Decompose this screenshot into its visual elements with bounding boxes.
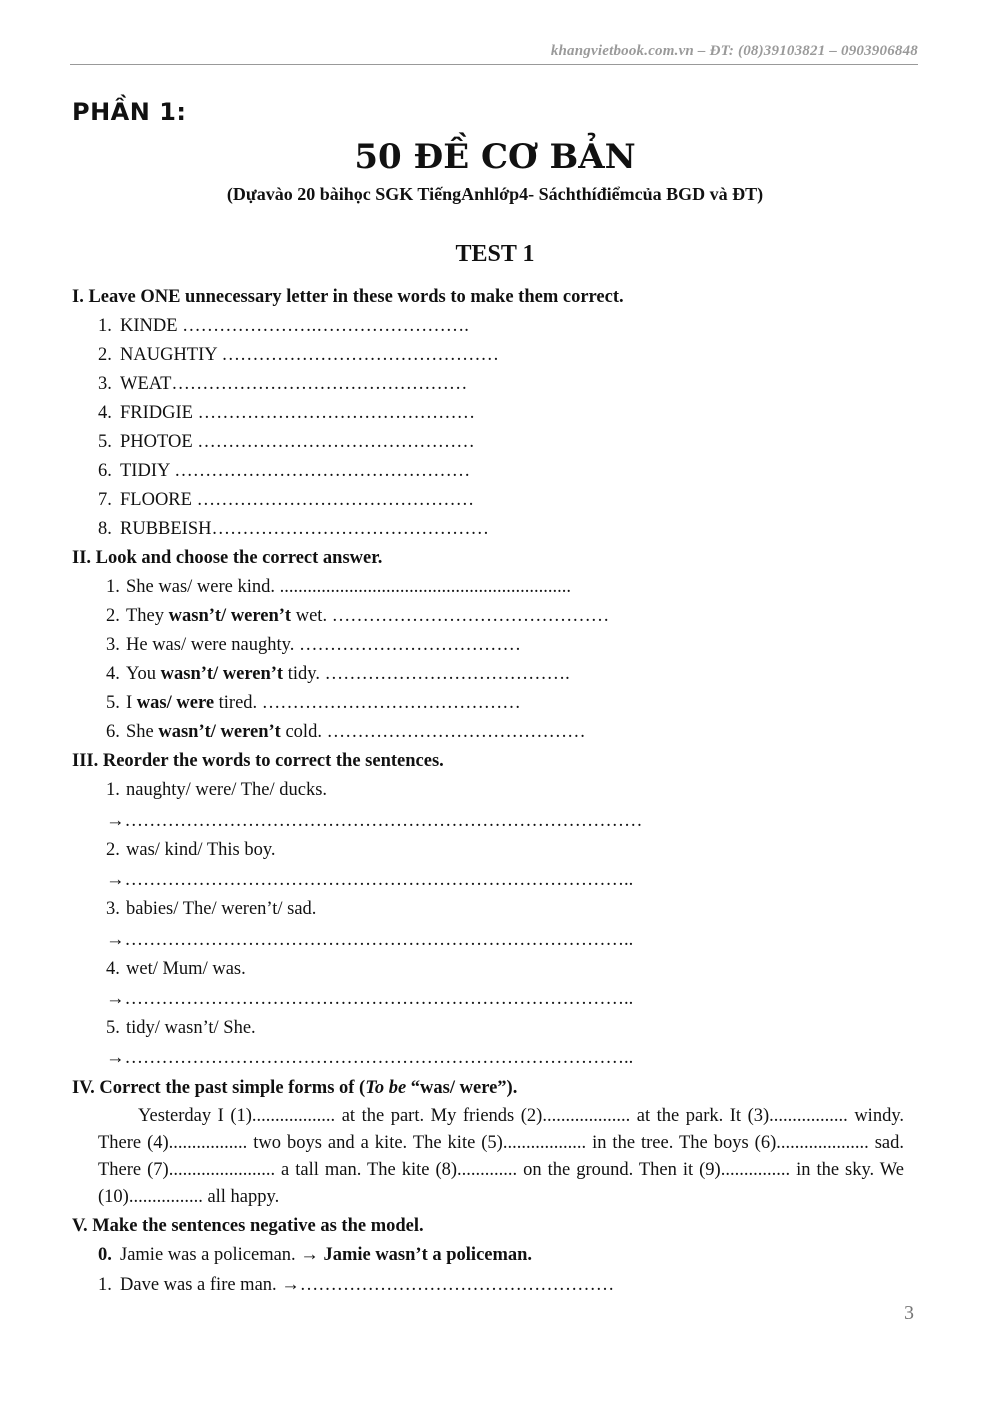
section-4-title: IV. Correct the past simple forms of (To be “was/ were”).	[72, 1078, 518, 1098]
list-item: 6. She wasn’t/ weren’t cold. ……………………………………	[106, 722, 586, 742]
list-item: 1. naughty/ were/ The/ ducks.	[106, 780, 328, 800]
answer-line: →………………………………………………………………………..	[106, 1048, 634, 1068]
part-label: PHẦN 1:	[72, 98, 187, 126]
list-item: 2. They wasn’t/ weren’t wet. ………………………………………	[106, 606, 610, 626]
list-item: 6. TIDIY …………………………………………	[98, 461, 471, 481]
list-item: 4. FRIDGIE ………………………………………	[98, 403, 476, 423]
section-3-title: III. Reorder the words to correct the sentences.	[72, 751, 444, 771]
list-item: 3. WEAT…………………………………………	[98, 374, 468, 394]
list-item: 7. FLOORE ………………………………………	[98, 490, 475, 510]
list-item: 5. PHOTOE ………………………………………	[98, 432, 475, 452]
list-item: 1. KINDE ………………….…………………….	[98, 316, 469, 336]
list-item: 5. tidy/ wasn’t/ She.	[106, 1018, 256, 1038]
answer-line: →…………………………………………………………………………	[106, 811, 643, 831]
list-item: 8. RUBBEISH………………………………………	[98, 519, 489, 539]
answer-line: →………………………………………………………………………..	[106, 930, 634, 950]
page-header	[70, 42, 918, 65]
list-item: 3. He was/ were naughty. ………………………………	[106, 635, 521, 655]
cloze-paragraph: Yesterday I (1).................. at the part. My friends (2)................... at the park. It (3)................. windy. There (4)................. two boys and a kite. The kite (5).................. in the tree. The boys (6).................... sad. There (7)....................... a tall man. The kite (8)............. on the ground. Then it (9)............... in the sky. We (10)................ all happy.	[98, 1106, 904, 1207]
section-1-title: I. Leave ONE unnecessary letter in these words to make them correct.	[72, 287, 624, 307]
list-item: 1. Dave was a fire man. →……………………………………………	[98, 1275, 615, 1295]
list-item: 2. was/ kind/ This boy.	[106, 840, 276, 860]
list-item: 4. wet/ Mum/ was.	[106, 959, 246, 979]
section-2-title: II. Look and choose the correct answer.	[72, 548, 383, 568]
model-item: 0. Jamie was a policeman. → Jamie wasn’t a policeman.	[98, 1245, 533, 1265]
list-item: 3. babies/ The/ weren’t/ sad.	[106, 899, 317, 919]
header-text: khangvietbook.com.vn – ĐT: (08)39103821 – 0903906848	[550, 43, 918, 59]
test-title: TEST 1	[455, 241, 535, 267]
answer-line: →………………………………………………………………………..	[106, 870, 634, 890]
list-item: 2. NAUGHTIY ………………………………………	[98, 345, 500, 365]
subtitle: (Dựavào 20 bàihọc SGK TiếngAnhlớp4- Sáchthíđiểmcủa BGD và ĐT)	[226, 184, 764, 204]
list-item: 4. You wasn’t/ weren’t tidy. ………………………………….	[106, 664, 570, 684]
page-number: 3	[904, 1302, 914, 1324]
list-item: 5. I was/ were tired. ……………………………………	[106, 693, 521, 713]
section-5-title: V. Make the sentences negative as the model.	[72, 1216, 424, 1236]
main-title: 50 ĐỀ CƠ BẢN	[354, 137, 636, 177]
list-item: 1. She was/ were kind. ...............................................................	[106, 577, 571, 597]
answer-line: →………………………………………………………………………..	[106, 989, 634, 1009]
